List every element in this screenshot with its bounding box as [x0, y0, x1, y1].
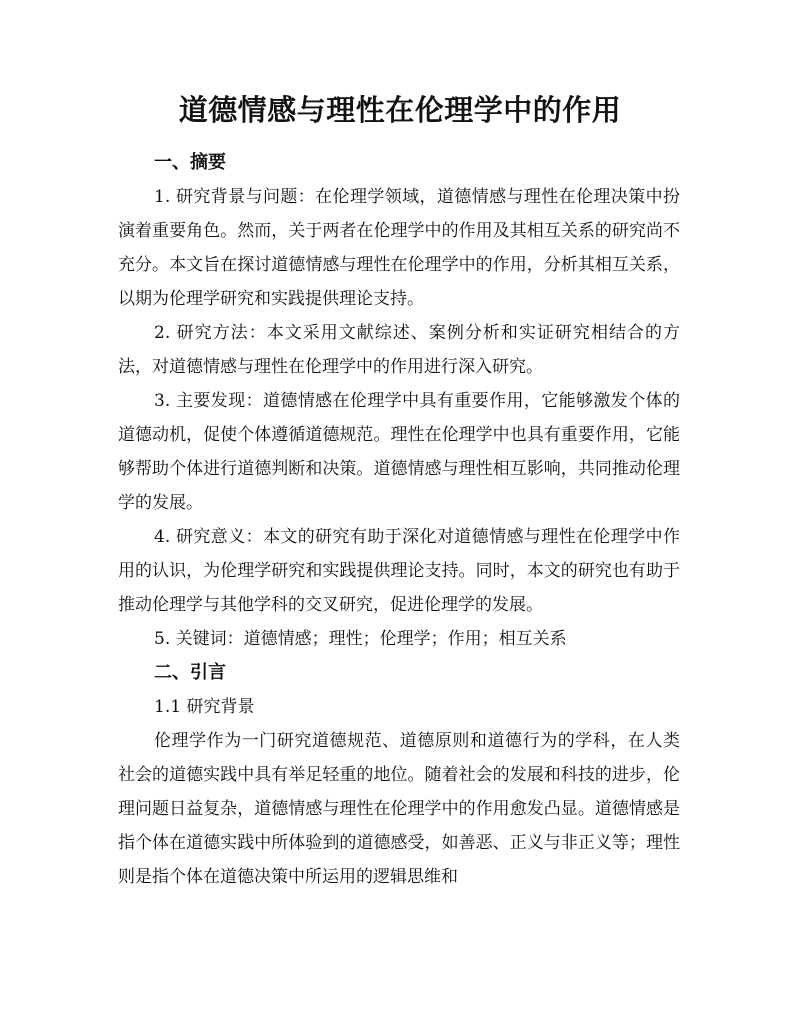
research-background-subheading: 1.1 研究背景 [154, 697, 255, 717]
introduction-heading: 二、引言 [154, 662, 226, 683]
document-title: 道德情感与理性在伦理学中的作用 [178, 93, 622, 127]
abstract-paragraph-2: 2. 研究方法：本文采用文献综述、案例分析和实证研究相结合的方法，对道德情感与理性在伦理学中的作用进行深入研究。 [118, 323, 680, 377]
abstract-heading: 一、摘要 [154, 152, 226, 173]
abstract-paragraph-4: 4. 研究意义：本文的研究有助于深化对道德情感与理性在伦理学中作用的认识，为伦理学研究和实践提供理论支持。同时，本文的研究也有助于推动伦理学与其他学科的交叉研究，促进伦理学的发展。 [118, 527, 680, 615]
abstract-paragraph-3: 3. 主要发现：道德情感在伦理学中具有重要作用，它能够激发个体的道德动机，促使个体遵循道德规范。理性在伦理学中也具有重要作用，它能够帮助个体进行道德判断和决策。道德情感与理性相互影响，共同推动伦理学的发展。 [118, 391, 680, 513]
abstract-keywords: 5. 关键词：道德情感；理性；伦理学；作用；相互关系 [154, 629, 567, 649]
introduction-paragraph-1: 伦理学作为一门研究道德规范、道德原则和道德行为的学科，在人类社会的道德实践中具有举足轻重的地位。随着社会的发展和科技的进步，伦理问题日益复杂，道德情感与理性在伦理学中的作用愈发凸显。道德情感是指个体在道德实践中所体验到的道德感受，如善恶、正义与非正义等；理性则是指个体在道德决策中所运用的逻辑思维和 [118, 731, 680, 887]
document-body [118, 146, 680, 894]
abstract-paragraph-1: 1. 研究背景与问题：在伦理学领域，道德情感与理性在伦理决策中扮演着重要角色。然而，关于两者在伦理学中的作用及其相互关系的研究尚不充分。本文旨在探讨道德情感与理性在伦理学中的作用，分析其相互关系，以期为伦理学研究和实践提供理论支持。 [118, 187, 680, 309]
